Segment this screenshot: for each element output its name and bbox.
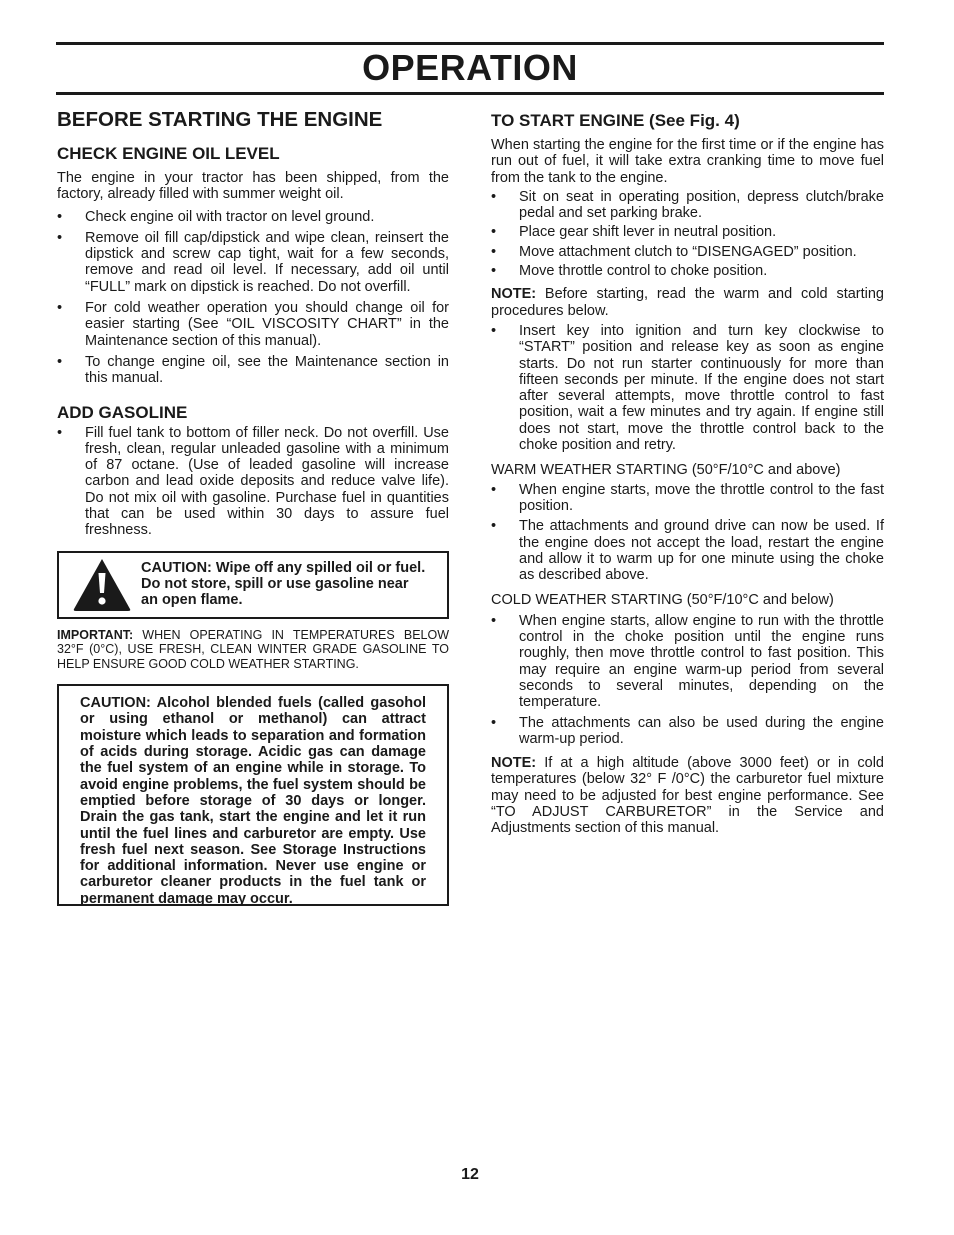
ignition-list <box>491 323 884 453</box>
list-item: • Place gear shift lever in neutral position. <box>491 224 884 240</box>
list-item: • Insert key into ignition and turn key clockwise to “START” position and release key as soon as engine starts. Do not run starter continuously for more than fifteen seconds per minute. If the engine does not start after several attempts, move throttle control to fast position, wait a few minutes and try again. If engine still does not start, move the throttle control back to the choke position and retry. <box>491 323 884 453</box>
caution-text-spill: CAUTION: Wipe off any spilled oil or fuel. Do not store, spill or use gasoline near an open flame. <box>141 559 426 609</box>
cold-list <box>491 613 884 747</box>
section-title: BEFORE STARTING THE ENGINE <box>57 108 383 131</box>
note-text: If at a high altitude (above 3000 feet) or in cold temperatures (below 32° F /0°C) the carburetor fuel mixture may need to be adjusted for best engine performance. See “TO ADJUST CARBURETOR” in the Service and Adjustments section of this manual. <box>491 755 884 837</box>
page-number: 12 <box>461 1166 479 1183</box>
list-item: • To change engine oil, see the Maintenance section in this manual. <box>57 354 449 387</box>
caution-text-alcohol: CAUTION: Alcohol blended fuels (called gasohol or using ethanol or methanol) can attract moisture which leads to separation and formation of acids during storage. Acidic gas can damage the fuel system of an engine while in storage. To avoid engine problems, the fuel system should be emptied before storage of 30 days or longer. Drain the gas tank, start the engine and let it run until the fuel lines and carburetor are empty. Use fresh fuel next season. See Storage Instructions for additional information. Never use engine or carburetor cleaner products in the fuel tank or permanent damage may occur. <box>80 695 426 907</box>
list-item: • The attachments can also be used during the engine warm-up period. <box>491 715 884 748</box>
caution-box-alcohol <box>57 684 449 906</box>
list-item: • Check engine oil with tractor on level ground. <box>57 209 449 225</box>
list-item: • When engine starts, move the throttle control to the fast position. <box>491 482 884 515</box>
note-text: Before starting, read the warm and cold starting procedures below. <box>491 286 884 319</box>
note-altitude <box>491 755 884 836</box>
warm-list <box>491 482 884 584</box>
note-label: NOTE: <box>491 286 537 303</box>
important-text: WHEN OPERATING IN TEMPERATURES BELOW 32°F (0°C), USE FRESH, CLEAN WINTER GRADE GASOLINE TO HELP ENSURE GOOD COLD WEATHER STARTING. <box>57 627 449 671</box>
warning-icon <box>72 557 132 613</box>
list-item: • Remove oil fill cap/dipstick and wipe clean, reinsert the dipstick and screw cap tight, wait for a few seconds, remove and read oil level. If necessary, add oil until “FULL” mark on dipstick is reached. Do not overfill. <box>57 230 449 295</box>
right-column <box>491 108 884 837</box>
oil-list <box>57 209 449 387</box>
note-before-starting <box>491 286 884 319</box>
list-item: • Move throttle control to choke position. <box>491 263 884 279</box>
important-note <box>57 628 449 672</box>
header-rule-bottom <box>56 92 884 95</box>
note-label: NOTE: <box>491 755 537 772</box>
gasoline-list <box>57 425 449 539</box>
important-label: IMPORTANT: <box>57 627 134 642</box>
oil-heading: CHECK ENGINE OIL LEVEL <box>57 144 280 163</box>
gasoline-heading: ADD GASOLINE <box>57 402 188 422</box>
start-engine-heading: TO START ENGINE (See Fig. 4) <box>491 111 740 130</box>
header-rule-top <box>56 42 884 45</box>
start-steps-list <box>491 189 884 279</box>
start-engine-intro: When starting the engine for the first time or if the engine has run out of fuel, it will take extra cranking time to move fuel from the tank to the engine. <box>491 137 884 186</box>
list-item: • Sit on seat in operating position, depress clutch/brake pedal and set parking brake. <box>491 189 884 222</box>
oil-intro: The engine in your tractor has been shipped, from the factory, already filled with summer weight oil. <box>57 170 449 203</box>
list-item: • When engine starts, allow engine to run with the throttle control in the choke position until the engine runs roughly, then move throttle control to fast position. This may require an engine warm-up period from several seconds to several minutes, depending on the temperature. <box>491 613 884 711</box>
caution-box-spill <box>57 551 449 619</box>
list-item: • For cold weather operation you should change oil for easier starting (See “OIL VISCOSITY CHART” in the Maintenance section of this manual). <box>57 300 449 349</box>
page-title: OPERATION <box>362 47 578 88</box>
list-item: • The attachments and ground drive can now be used. If the engine does not accept the load, restart the engine and allow it to warm up for one minute using the choke as described above. <box>491 518 884 583</box>
list-item: • Fill fuel tank to bottom of filler neck. Do not overfill. Use fresh, clean, regular unleaded gasoline with a minimum of 87 octane. (Use of leaded gasoline will increase carbon and lead oxide deposits and reduce valve life). Do not mix oil with gasoline. Purchase fuel in quantities that can be used within 30 days to assure fuel freshness. <box>57 425 449 539</box>
list-item: • Move attachment clutch to “DISENGAGED” position. <box>491 244 884 260</box>
left-column <box>57 108 449 906</box>
cold-heading: COLD WEATHER STARTING (50°F/10°C and below) <box>491 592 834 609</box>
warm-heading: WARM WEATHER STARTING (50°F/10°C and above) <box>491 462 841 479</box>
